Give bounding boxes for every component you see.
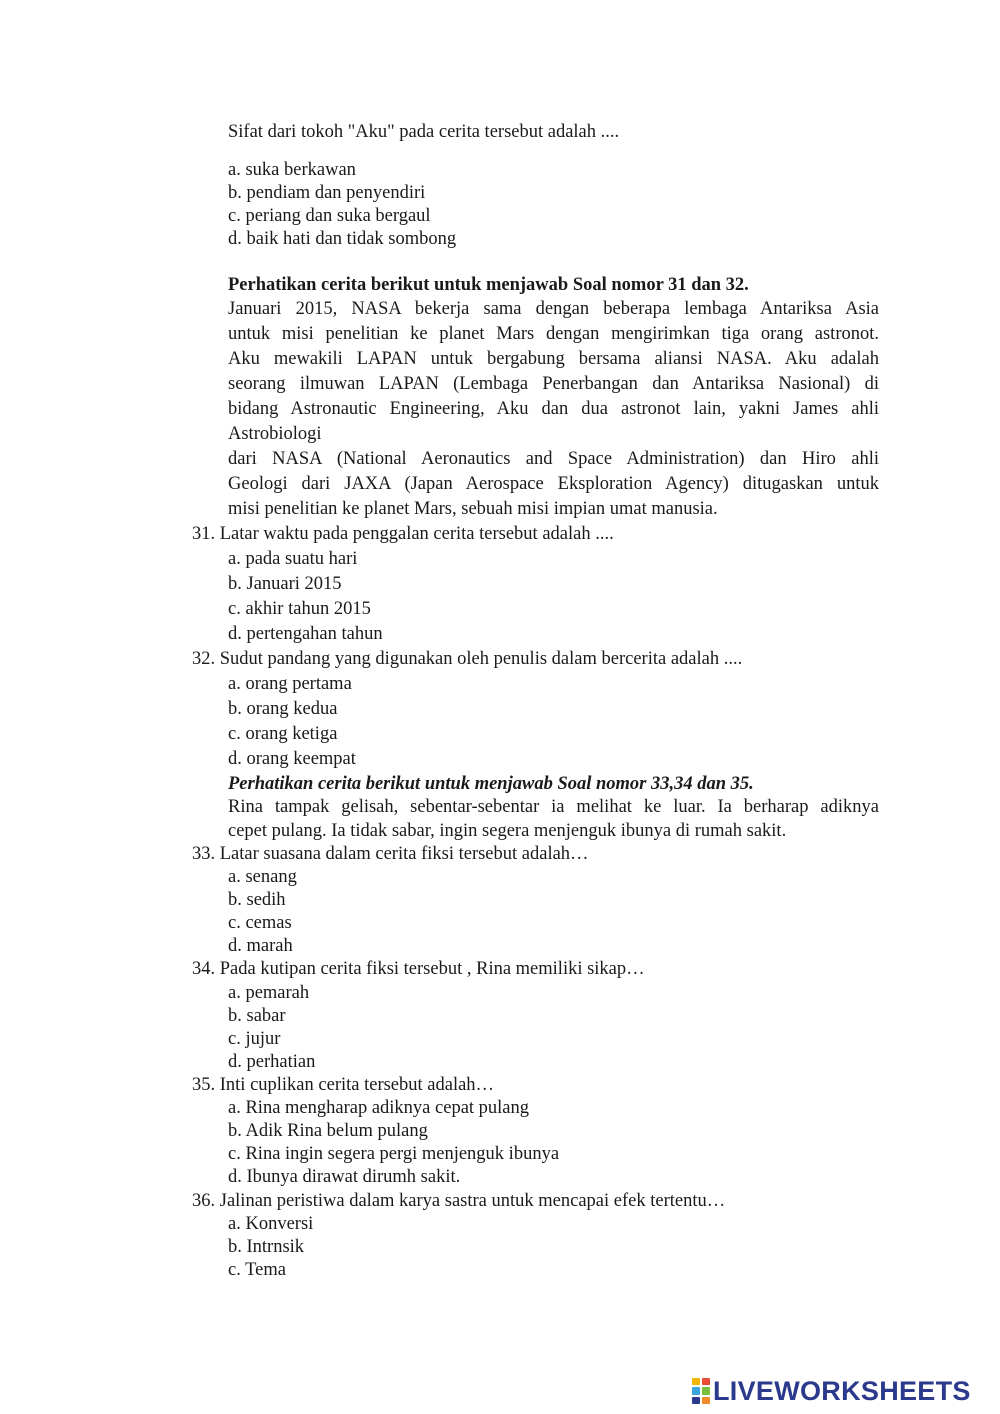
q32-question: 32. Sudut pandang yang digunakan oleh penulis dalam bercerita adalah .... (192, 649, 743, 669)
passage1-line: Astrobiologi (228, 424, 322, 444)
q33-option-b: b. sedih (228, 890, 286, 910)
q33-question: 33. Latar suasana dalam cerita fiksi tersebut adalah… (192, 844, 589, 864)
q34-option-d: d. perhatian (228, 1052, 316, 1072)
q35-option-b: b. Adik Rina belum pulang (228, 1121, 428, 1141)
q31-option-b: b. Januari 2015 (228, 574, 342, 594)
q33-option-a: a. senang (228, 867, 297, 887)
q36-option-c: c. Tema (228, 1260, 286, 1280)
q32-option-c: c. orang ketiga (228, 724, 338, 744)
passage1-line: Geologi dari JAXA (Japan Aerospace Eksploration Agency) ditugaskan untuk (228, 474, 879, 494)
q34-question: 34. Pada kutipan cerita fiksi tersebut , Rina memiliki sikap… (192, 959, 645, 979)
passage1-line: dari NASA (National Aeronautics and Space Administration) dan Hiro ahli (228, 449, 879, 469)
passage1-heading: Perhatikan cerita berikut untuk menjawab Soal nomor 31 dan 32. (228, 275, 749, 295)
passage1-line: untuk misi penelitian ke planet Mars dengan mengirimkan tiga orang astronot. (228, 324, 879, 344)
logo-text: LIVEWORKSHEETS (713, 1376, 971, 1406)
q35-option-d: d. Ibunya dirawat dirumh sakit. (228, 1167, 461, 1187)
logo-tile (692, 1378, 700, 1385)
q31-option-d: d. pertengahan tahun (228, 624, 383, 644)
intro-option-a: a. suka berkawan (228, 160, 356, 180)
q36-option-b: b. Intrnsik (228, 1237, 305, 1257)
intro-option-b: b. pendiam dan penyendiri (228, 183, 426, 203)
liveworksheets-logo[interactable] (692, 1376, 971, 1406)
q32-option-d: d. orang keempat (228, 749, 356, 769)
q33-option-d: d. marah (228, 936, 293, 956)
passage1-line: misi penelitian ke planet Mars, sebuah misi impian umat manusia. (228, 499, 718, 519)
q36-option-a: a. Konversi (228, 1214, 314, 1234)
intro-option-d: d. baik hati dan tidak sombong (228, 229, 457, 249)
passage1-line: bidang Astronautic Engineering, Aku dan dua astronot lain, yakni James ahli (228, 399, 879, 419)
q31-option-a: a. pada suatu hari (228, 549, 358, 569)
logo-tile (702, 1378, 710, 1385)
q35-option-c: c. Rina ingin segera pergi menjenguk ibunya (228, 1144, 560, 1164)
passage2-heading: Perhatikan cerita berikut untuk menjawab Soal nomor 33,34 dan 35. (228, 774, 754, 794)
intro-option-c: c. periang dan suka bergaul (228, 206, 431, 226)
q35-option-a: a. Rina mengharap adiknya cepat pulang (228, 1098, 530, 1118)
intro-question: Sifat dari tokoh "Aku" pada cerita tersebut adalah .... (228, 122, 620, 142)
liveworksheets-logo-icon (692, 1378, 710, 1404)
logo-tile (702, 1397, 710, 1404)
passage1-line: seorang ilmuwan LAPAN (Lembaga Penerbangan dan Antariksa Nasional) di (228, 374, 879, 394)
q35-question: 35. Inti cuplikan cerita tersebut adalah… (192, 1075, 495, 1095)
q31-question: 31. Latar waktu pada penggalan cerita tersebut adalah .... (192, 524, 614, 544)
q34-option-c: c. jujur (228, 1029, 281, 1049)
passage2-line: cepet pulang. Ia tidak sabar, ingin segera menjenguk ibunya di rumah sakit. (228, 821, 787, 841)
q36-question: 36. Jalinan peristiwa dalam karya sastra untuk mencapai efek tertentu… (192, 1191, 726, 1211)
q33-option-c: c. cemas (228, 913, 292, 933)
q34-option-a: a. pemarah (228, 983, 310, 1003)
q32-option-b: b. orang kedua (228, 699, 338, 719)
passage1-line: Aku mewakili LAPAN untuk bergabung bersama aliansi NASA. Aku adalah (228, 349, 879, 369)
q32-option-a: a. orang pertama (228, 674, 352, 694)
logo-tile (702, 1387, 710, 1394)
passage2-line: Rina tampak gelisah, sebentar-sebentar ia melihat ke luar. Ia berharap adiknya (228, 797, 879, 817)
q34-option-b: b. sabar (228, 1006, 286, 1026)
q31-option-c: c. akhir tahun 2015 (228, 599, 371, 619)
logo-tile (692, 1387, 700, 1394)
logo-tile (692, 1397, 700, 1404)
passage1-line: Januari 2015, NASA bekerja sama dengan beberapa lembaga Antariksa Asia (228, 299, 879, 319)
